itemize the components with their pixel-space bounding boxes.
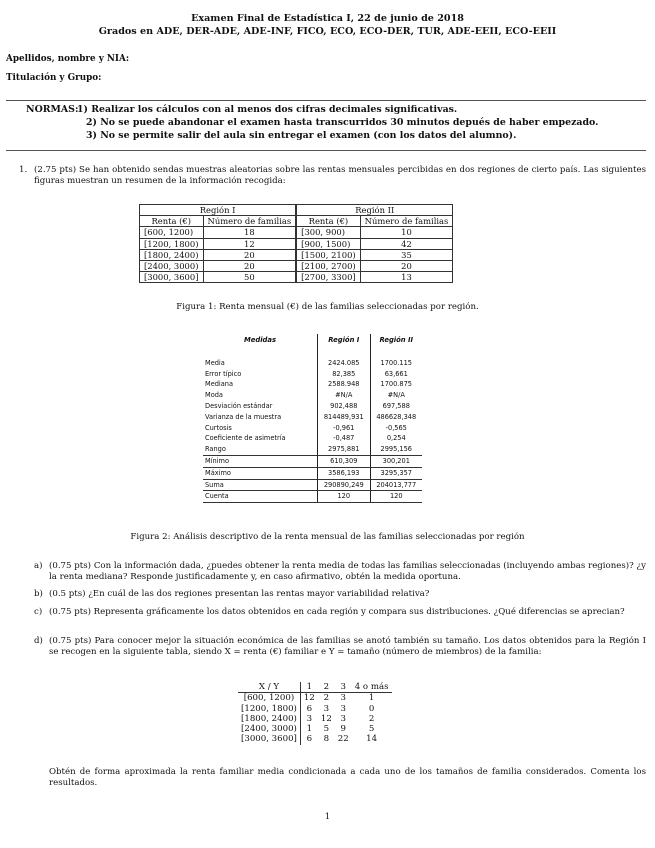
stat-value: -0,961	[318, 423, 371, 434]
income-interval: [3000, 3600]	[238, 734, 300, 744]
stat-value: 1700.115	[370, 358, 422, 369]
item-d-text: (0.75 pts) Para conocer mejor la situación económica de las familias se anotó también su tamaño. Los datos obtenidos para la Región I se recogen en la siguiente tabla, siendo X = renta (€) familiar e Y = tamaño (número de miembros) de la familia:	[49, 636, 646, 658]
stat-value: 120	[370, 491, 422, 503]
table-row	[140, 260, 453, 271]
col-familias: Número de familias	[360, 216, 453, 227]
table-cell: [2100, 2700)	[296, 260, 360, 271]
table-cell: 20	[203, 260, 296, 271]
stat-value: 3586,193	[318, 467, 371, 479]
col-renta: Renta (€)	[296, 216, 360, 227]
stat-row	[203, 467, 422, 479]
closing-text: Obtén de forma aproximada la renta familiar media condicionada a cada uno de los tamaños de familia considerados. Comenta los resultados.	[49, 767, 646, 789]
stat-row	[203, 491, 422, 503]
stat-value: #N/A	[370, 390, 422, 401]
frequency-cell: 9	[340, 724, 346, 735]
stat-value: 2975,881	[318, 444, 371, 455]
descriptive-stats-figure	[203, 334, 422, 501]
frequency-cell: 1	[368, 693, 375, 704]
medidas-header: Medidas	[243, 336, 277, 345]
frequency-cell: 2	[368, 713, 375, 724]
income-interval: [1200, 1800)	[238, 704, 300, 714]
size-column-header: 1	[300, 682, 317, 693]
item-a-text: (0.75 pts) Con la información dada, ¿puedes obtener la renta media de todas las familias seleccionadas (incluyendo ambas regiones)? ¿y la renta mediana? Responde justificadamente y, en caso afirmativo, obtén la medida oportuna.	[49, 561, 646, 583]
stat-value: 82,385	[318, 369, 371, 380]
question-number: 1.	[19, 165, 28, 175]
table-cell: [1500, 2100)	[296, 249, 360, 260]
frequency-cell: 12	[320, 713, 332, 724]
frequency-cell: 14	[366, 734, 378, 745]
col-renta: Renta (€)	[140, 216, 204, 227]
joint-distribution-table	[238, 682, 392, 745]
table-row	[140, 227, 453, 238]
stat-value: 2995,156	[370, 444, 422, 455]
exam-degrees: Grados en ADE, DER-ADE, ADE-INF, FICO, ECO, ECO-DER, TUR, ADE-EEII, ECO-EEII	[98, 26, 557, 37]
stat-row	[203, 479, 422, 491]
item-b-text: (0.5 pts) ¿En cuál de las dos regiones presentan las rentas mayor variabilidad relativa?	[49, 589, 430, 599]
stat-value: 3295,357	[370, 467, 422, 479]
stat-value: #N/A	[318, 390, 371, 401]
stat-value: 2588.948	[318, 379, 371, 390]
stat-label: Moda	[205, 391, 223, 400]
frequency-cell: 3	[306, 713, 313, 724]
frequency-cell: 22	[337, 734, 349, 745]
frequency-cell: 12	[303, 693, 315, 704]
stat-label: Mediana	[205, 380, 234, 389]
table-row	[238, 704, 392, 714]
stat-value: 902,488	[318, 401, 371, 412]
stat-label: Varianza de la muestra	[205, 412, 282, 421]
table-cell: [2700, 3300]	[296, 272, 360, 283]
table-row	[140, 249, 453, 260]
stat-value: 814489,931	[318, 412, 371, 423]
table-cell: 42	[360, 238, 453, 249]
stat-row	[203, 423, 422, 434]
rule-3: 3) No se permite salir del aula sin entregar el examen (con los datos del alumno).	[86, 130, 517, 141]
table-cell: [900, 1500)	[296, 238, 360, 249]
table-row	[238, 714, 392, 724]
table-cell: 20	[360, 260, 453, 271]
stat-label: Curtosis	[205, 423, 232, 432]
income-interval: [600, 1200)	[238, 693, 300, 704]
frequency-cell: 1	[306, 724, 313, 735]
stat-row	[203, 444, 422, 455]
page-number: 1	[324, 812, 331, 822]
stat-label: Suma	[203, 479, 318, 491]
stat-label: Cuenta	[203, 491, 318, 503]
table-cell: 10	[360, 227, 453, 238]
stat-row	[203, 379, 422, 390]
stat-label: Coeficiente de asimetría	[205, 434, 286, 443]
item-c-label: c)	[34, 607, 43, 617]
item-b-label: b)	[34, 589, 43, 599]
frequency-cell: 8	[323, 734, 330, 745]
stat-label: Error típico	[205, 369, 242, 378]
frequency-cell: 3	[340, 703, 346, 714]
item-d-label: d)	[34, 636, 43, 646]
divider-bottom	[6, 150, 646, 151]
frequency-cell: 6	[306, 734, 313, 745]
frequency-cell: 3	[340, 713, 346, 724]
stat-row	[203, 401, 422, 412]
stat-row	[203, 455, 422, 467]
table-cell: 12	[203, 238, 296, 249]
figure-2-caption: Figura 2: Análisis descriptivo de la renta mensual de las familias seleccionadas por región	[130, 532, 525, 542]
stat-value: 697,588	[370, 401, 422, 412]
stat-row	[203, 369, 422, 380]
rule-1: 1) Realizar los cálculos con al menos dos cifras decimales significativas.	[77, 104, 458, 115]
divider-top	[6, 100, 646, 101]
table-cell: 13	[360, 272, 453, 283]
table-cell: [1200, 1800)	[140, 238, 204, 249]
income-table	[139, 204, 453, 283]
rule-2: 2) No se puede abandonar el examen hasta transcurridos 30 minutos depués de haber empezado.	[86, 117, 599, 128]
table-cell: 20	[203, 249, 296, 260]
stat-label: Desviación estándar	[205, 401, 273, 410]
stat-row	[203, 433, 422, 444]
stat-value: 300,201	[370, 455, 422, 467]
income-interval: [2400, 3000)	[238, 724, 300, 734]
figure-1-caption: Figura 1: Renta mensual (€) de las familias seleccionadas por región.	[176, 302, 479, 312]
frequency-cell: 0	[368, 703, 375, 714]
size-column-header: 3	[335, 682, 352, 693]
table-cell: [600, 1200)	[140, 227, 204, 238]
stat-value: 120	[318, 491, 371, 503]
stat-value: 204013,777	[370, 479, 422, 491]
income-interval: [1800, 2400)	[238, 714, 300, 724]
region-2-header: Región II	[370, 334, 422, 347]
item-a-label: a)	[34, 561, 43, 571]
stat-value: 290890,249	[318, 479, 371, 491]
stat-label: Media	[205, 358, 225, 367]
table-cell: [300, 900)	[296, 227, 360, 238]
stat-row	[203, 412, 422, 423]
stat-label: Rango	[203, 444, 318, 455]
table-row	[140, 238, 453, 249]
table-cell: 50	[203, 272, 296, 283]
normas-label: NORMAS:	[26, 104, 79, 115]
frequency-cell: 5	[323, 724, 330, 735]
table-row	[238, 693, 392, 704]
stat-value: 486628,348	[370, 412, 422, 423]
stat-value: 1700.875	[370, 379, 422, 390]
stat-label: Máximo	[203, 467, 318, 479]
region-1-header: Región I	[140, 205, 297, 216]
table-cell: 18	[203, 227, 296, 238]
frequency-cell: 3	[323, 703, 330, 714]
stat-value: 63,661	[370, 369, 422, 380]
region-2-header: Región II	[296, 205, 453, 216]
stat-label: Mínimo	[203, 455, 318, 467]
stat-row	[203, 358, 422, 369]
frequency-cell: 6	[306, 703, 313, 714]
stat-value: 2424.085	[318, 358, 371, 369]
stat-value: 610,309	[318, 455, 371, 467]
frequency-cell: 5	[368, 724, 375, 735]
stat-row	[203, 390, 422, 401]
frequency-cell: 3	[340, 693, 346, 704]
table-cell: [1800, 2400)	[140, 249, 204, 260]
table-cell: 35	[360, 249, 453, 260]
stat-value: 0,254	[370, 433, 422, 444]
stat-value: -0,487	[318, 433, 371, 444]
item-c-text: (0.75 pts) Representa gráficamente los datos obtenidos en cada región y compara sus distribuciones. ¿Qué diferencias se aprecian?	[49, 607, 625, 617]
table-cell: [3000, 3600]	[140, 272, 204, 283]
name-field-label: Apellidos, nombre y NIA:	[6, 54, 130, 64]
table-cell: [2400, 3000)	[140, 260, 204, 271]
table-row	[238, 734, 392, 744]
region-1-header: Región I	[318, 334, 371, 347]
table-row	[238, 724, 392, 734]
question-text: (2.75 pts) Se han obtenido sendas muestras aleatorias sobre las rentas mensuales percibidas en dos regiones de cierto país. Las siguientes figuras muestran un resumen de la información recogida:	[34, 165, 646, 187]
group-field-label: Titulación y Grupo:	[6, 73, 102, 83]
size-column-header: 2	[318, 682, 335, 693]
col-familias: Número de familias	[203, 216, 296, 227]
corner-header: X / Y	[238, 682, 300, 693]
size-column-header: 4 o más	[352, 682, 392, 693]
stat-value: -0,565	[370, 423, 422, 434]
table-row	[140, 272, 453, 283]
exam-title: Examen Final de Estadística I, 22 de junio de 2018	[191, 13, 464, 24]
frequency-cell: 2	[323, 693, 330, 704]
